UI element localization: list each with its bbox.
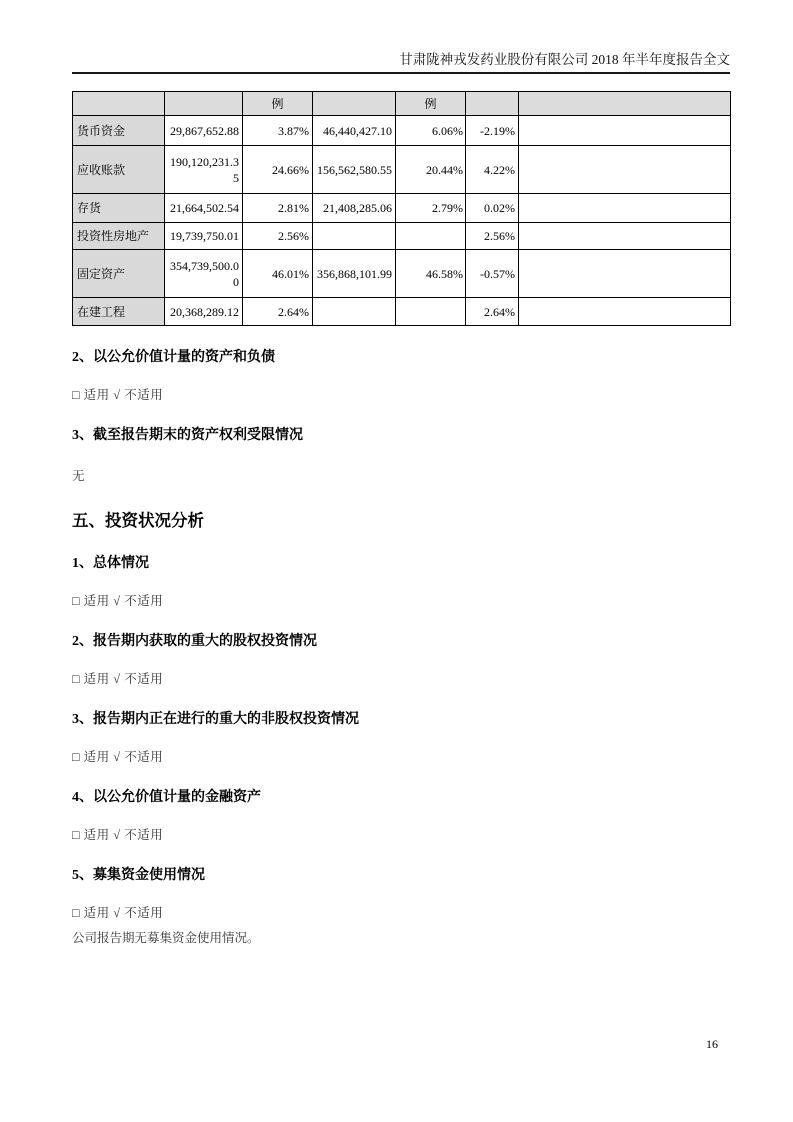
table-value-cell: -2.19% xyxy=(466,116,519,146)
asset-table-body xyxy=(73,116,731,326)
table-value-cell: 2.64% xyxy=(466,298,519,326)
table-value-cell: 24.66% xyxy=(243,146,313,194)
table-value-cell xyxy=(519,194,731,223)
table-value-cell: -0.57% xyxy=(466,250,519,298)
table-header-cell: 例 xyxy=(396,92,466,116)
table-value-cell: 46.01% xyxy=(243,250,313,298)
header-divider xyxy=(72,72,730,74)
table-value-cell: 46,440,427.10 xyxy=(313,116,396,146)
table-value-cell: 0.02% xyxy=(466,194,519,223)
table-row xyxy=(73,223,731,250)
table-header-cell xyxy=(165,92,243,116)
row-label-cell: 货币资金 xyxy=(73,116,165,146)
table-header-cell xyxy=(313,92,396,116)
table-value-cell xyxy=(396,298,466,326)
table-header-cell xyxy=(466,92,519,116)
table-value-cell: 4.22% xyxy=(466,146,519,194)
table-value-cell: 2.79% xyxy=(396,194,466,223)
page-content xyxy=(72,0,730,947)
table-value-cell: 190,120,231.35 xyxy=(165,146,243,194)
row-label-cell: 投资性房地产 xyxy=(73,223,165,250)
table-value-cell xyxy=(519,146,731,194)
table-header-cell: 例 xyxy=(243,92,313,116)
table-value-cell: 20,368,289.12 xyxy=(165,298,243,326)
table-row xyxy=(73,250,731,298)
applicability-line: □ 适用 √ 不适用 xyxy=(72,672,164,686)
table-row xyxy=(73,194,731,223)
asset-change-table xyxy=(72,91,731,326)
table-value-cell: 156,562,580.55 xyxy=(313,146,396,194)
table-row xyxy=(73,116,731,146)
table-value-cell: 46.58% xyxy=(396,250,466,298)
body-text: 无 xyxy=(72,469,85,483)
table-value-cell: 21,408,285.06 xyxy=(313,194,396,223)
table-value-cell: 20.44% xyxy=(396,146,466,194)
applicability-line: □ 适用 √ 不适用 xyxy=(72,594,164,608)
row-label-cell: 存货 xyxy=(73,194,165,223)
table-value-cell xyxy=(313,298,396,326)
table-value-cell: 2.56% xyxy=(466,223,519,250)
table-row xyxy=(73,298,731,326)
row-label-cell: 应收账款 xyxy=(73,146,165,194)
section-heading-major: 五、投资状况分析 xyxy=(72,511,204,530)
table-value-cell xyxy=(519,298,731,326)
subsection-heading: 2、报告期内获取的重大的股权投资情况 xyxy=(72,634,317,649)
table-value-cell: 19,739,750.01 xyxy=(165,223,243,250)
table-value-cell: 3.87% xyxy=(243,116,313,146)
report-sections xyxy=(72,348,730,947)
table-value-cell xyxy=(519,250,731,298)
subsection-heading: 5、募集资金使用情况 xyxy=(72,868,205,883)
table-value-cell xyxy=(519,223,731,250)
subsection-heading: 1、总体情况 xyxy=(72,556,149,571)
table-value-cell: 354,739,500.00 xyxy=(165,250,243,298)
subsection-heading: 3、报告期内正在进行的重大的非股权投资情况 xyxy=(72,712,359,727)
table-value-cell: 6.06% xyxy=(396,116,466,146)
table-header-cell xyxy=(73,92,165,116)
table-header-row xyxy=(73,92,731,116)
table-row xyxy=(73,146,731,194)
table-value-cell xyxy=(313,223,396,250)
report-title: 甘肃陇神戎发药业股份有限公司 2018 年半年度报告全文 xyxy=(399,52,730,67)
table-value-cell: 29,867,652.88 xyxy=(165,116,243,146)
subsection-heading: 3、截至报告期末的资产权利受限情况 xyxy=(72,428,303,443)
table-value-cell: 2.81% xyxy=(243,194,313,223)
table-value-cell: 2.56% xyxy=(243,223,313,250)
table-value-cell: 2.64% xyxy=(243,298,313,326)
document-header xyxy=(72,0,730,68)
body-text: 公司报告期无募集资金使用情况。 xyxy=(72,931,260,945)
table-value-cell: 21,664,502.54 xyxy=(165,194,243,223)
applicability-line: □ 适用 √ 不适用 xyxy=(72,388,164,402)
table-value-cell: 356,868,101.99 xyxy=(313,250,396,298)
applicability-line: □ 适用 √ 不适用 xyxy=(72,828,164,842)
row-label-cell: 在建工程 xyxy=(73,298,165,326)
table-header-cell xyxy=(519,92,731,116)
table-value-cell xyxy=(519,116,731,146)
asset-table-head xyxy=(73,92,731,116)
subsection-heading: 2、以公允价值计量的资产和负债 xyxy=(72,350,275,365)
page-number: 16 xyxy=(706,1037,718,1051)
subsection-heading: 4、以公允价值计量的金融资产 xyxy=(72,790,261,805)
applicability-line: □ 适用 √ 不适用 xyxy=(72,906,164,920)
row-label-cell: 固定资产 xyxy=(73,250,165,298)
table-value-cell xyxy=(396,223,466,250)
applicability-line: □ 适用 √ 不适用 xyxy=(72,750,164,764)
